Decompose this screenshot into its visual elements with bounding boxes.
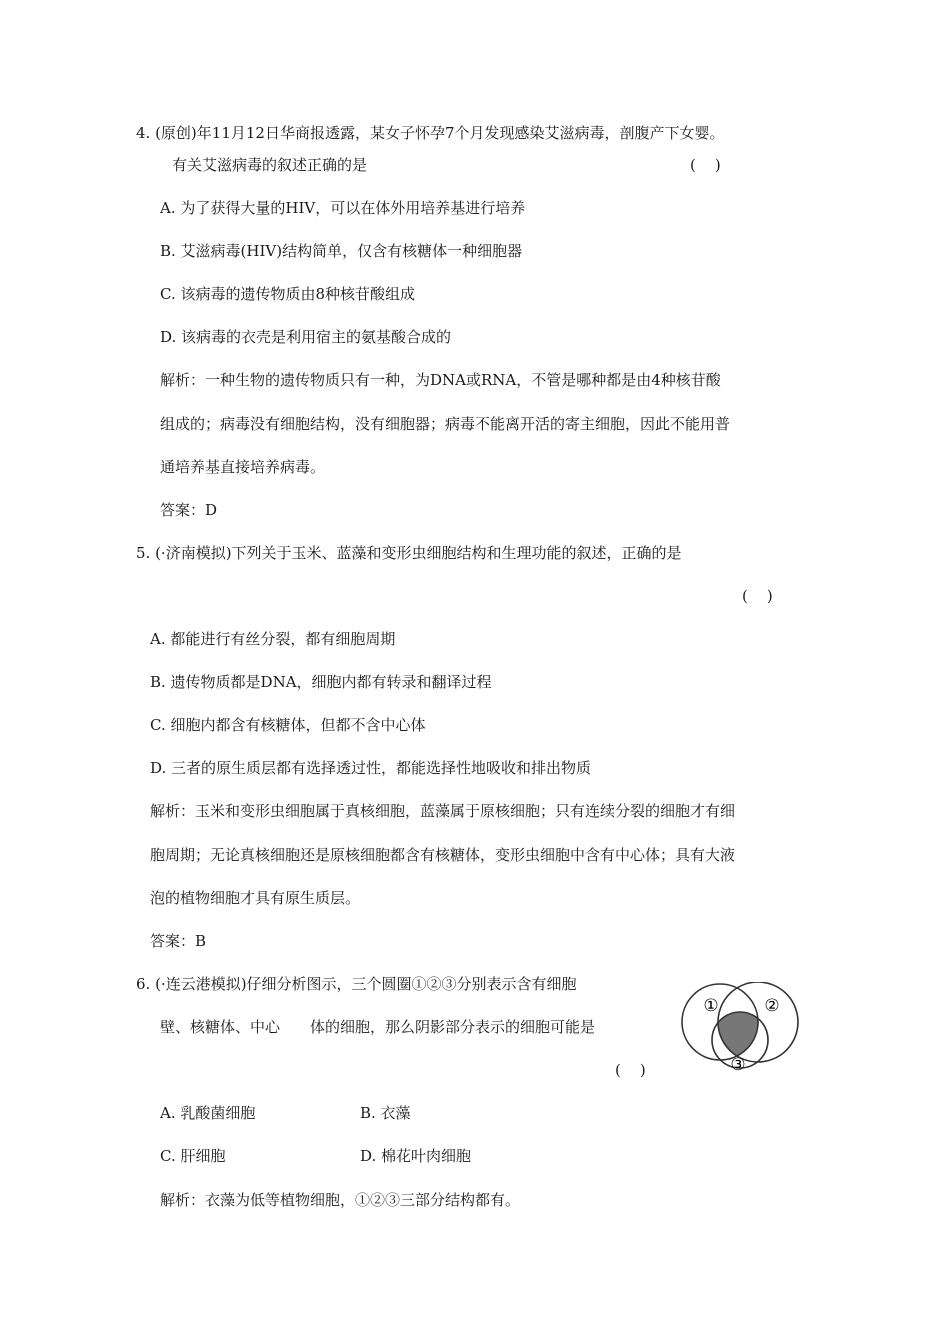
q5-analysis-line2: 胞周期；无论真核细胞还是原核细胞都含有核糖体，变形虫细胞中含有中心体；具有大液 (150, 846, 736, 864)
q4-option-c: C. 该病毒的遗传物质由8种核苷酸组成 (160, 285, 416, 303)
q5-analysis-line1: 解析：玉米和变形虫细胞属于真核细胞，蓝藻属于原核细胞；只有连续分裂的细胞才有细 (150, 802, 736, 820)
q5-option-d: D. 三者的原生质层都有选择透过性，都能选择性地吸收和排出物质 (150, 759, 592, 777)
q4-option-a: A. 为了获得大量的HIV，可以在体外用培养基进行培养 (160, 199, 526, 217)
q4-stem-line2: 有关艾滋病毒的叙述正确的是 (172, 156, 368, 174)
q6-option-b: B. 衣藻 (360, 1104, 411, 1122)
q4-option-d: D. 该病毒的衣壳是利用宿主的氨基酸合成的 (160, 328, 452, 346)
q5-answer: 答案：B (150, 932, 207, 950)
q5-answer-paren: ( ) (742, 587, 773, 605)
q4-analysis-line3: 通培养基直接培养病毒。 (160, 458, 326, 476)
q4-stem-line1: 4. (原创)年11月12日华商报透露，某女子怀孕7个月发现感染艾滋病毒，剖腹产下女婴。 (136, 124, 725, 142)
venn-diagram (680, 982, 804, 1082)
q4-analysis-line2: 组成的；病毒没有细胞结构，没有细胞器；病毒不能离开活的寄主细胞，因此不能用普 (160, 415, 731, 433)
q5-analysis-line3: 泡的植物细胞才具有原生质层。 (150, 889, 361, 907)
q6-option-c: C. 肝细胞 (160, 1147, 226, 1165)
q4-answer-paren: ( ) (690, 156, 721, 174)
q6-stem-line2: 壁、核糖体、中心 体的细胞，那么阴影部分表示的细胞可能是 (160, 1018, 596, 1036)
q5-option-b: B. 遗传物质都是DNA，细胞内都有转录和翻译过程 (150, 673, 492, 691)
q5-option-a: A. 都能进行有丝分裂，都有细胞周期 (150, 630, 396, 648)
q6-option-a: A. 乳酸菌细胞 (160, 1104, 256, 1122)
venn-label-2: ② (764, 996, 780, 1016)
q6-stem-line1: 6. (·连云港模拟)仔细分析图示，三个圆圈①②③分别表示含有细胞 (136, 975, 577, 993)
venn-label-1: ① (703, 996, 719, 1016)
q4-option-b: B. 艾滋病毒(HIV)结构简单，仅含有核糖体一种细胞器 (160, 242, 523, 260)
q6-answer-paren: ( ) (615, 1061, 646, 1079)
q6-option-d: D. 棉花叶肉细胞 (360, 1147, 472, 1165)
q4-answer: 答案：D (160, 501, 218, 519)
venn-label-3: ③ (730, 1055, 746, 1075)
q5-option-c: C. 细胞内都含有核糖体，但都不含中心体 (150, 716, 426, 734)
q5-stem-line1: 5. (·济南模拟)下列关于玉米、蓝藻和变形虫细胞结构和生理功能的叙述，正确的是 (136, 544, 682, 562)
q6-analysis: 解析：衣藻为低等植物细胞，①②③三部分结构都有。 (160, 1191, 521, 1209)
q4-analysis-line1: 解析：一种生物的遗传物质只有一种，为DNA或RNA，不管是哪种都是由4种核苷酸 (160, 371, 721, 389)
